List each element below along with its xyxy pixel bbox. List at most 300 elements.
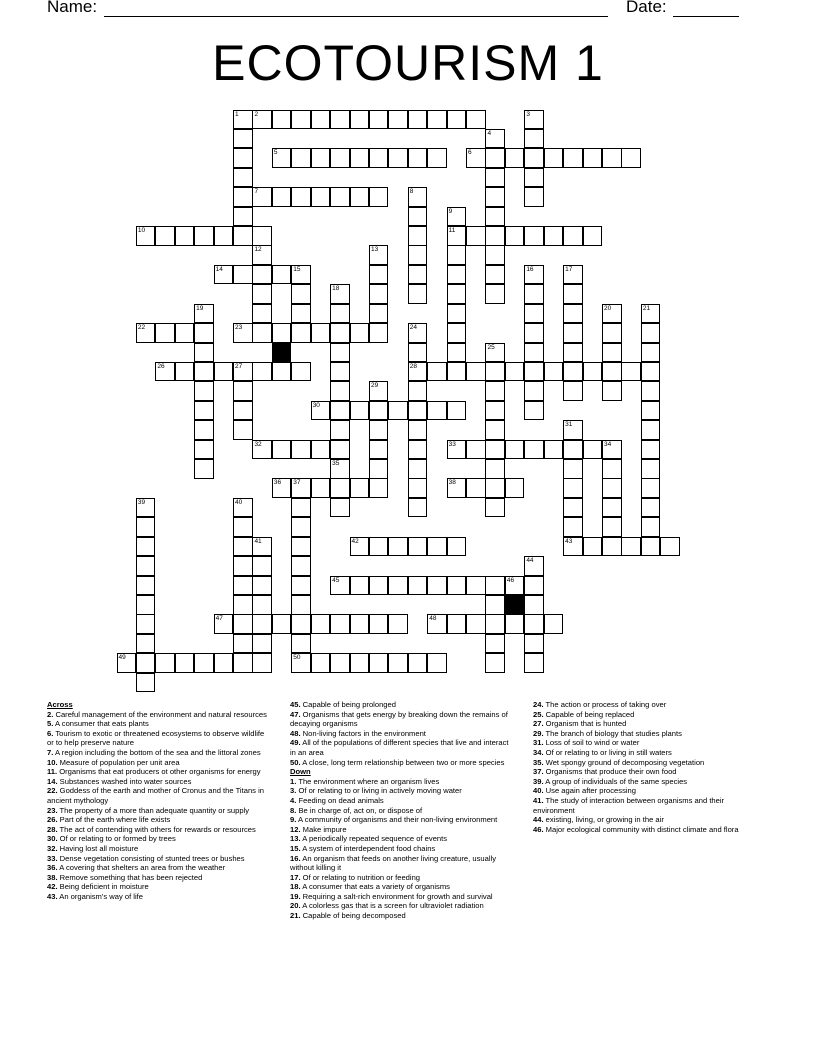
crossword-cell[interactable] bbox=[408, 576, 428, 596]
crossword-cell[interactable] bbox=[350, 110, 370, 130]
crossword-cell[interactable] bbox=[485, 614, 505, 634]
crossword-cell[interactable] bbox=[388, 401, 408, 421]
crossword-cell[interactable] bbox=[583, 440, 603, 460]
crossword-cell[interactable] bbox=[447, 245, 467, 265]
crossword-cell[interactable] bbox=[311, 148, 331, 168]
crossword-cell[interactable] bbox=[136, 537, 156, 557]
crossword-cell[interactable] bbox=[466, 226, 486, 246]
crossword-cell[interactable] bbox=[252, 653, 272, 673]
crossword-cell[interactable] bbox=[563, 148, 583, 168]
crossword-cell[interactable] bbox=[408, 110, 428, 130]
crossword-cell[interactable] bbox=[447, 576, 467, 596]
crossword-cell[interactable] bbox=[330, 381, 350, 401]
crossword-cell[interactable] bbox=[408, 207, 428, 227]
crossword-cell[interactable] bbox=[330, 614, 350, 634]
crossword-cell[interactable] bbox=[291, 440, 311, 460]
crossword-cell[interactable] bbox=[233, 498, 253, 518]
crossword-cell[interactable] bbox=[505, 576, 525, 596]
crossword-cell[interactable] bbox=[447, 401, 467, 421]
crossword-cell[interactable] bbox=[563, 265, 583, 285]
crossword-cell[interactable] bbox=[524, 362, 544, 382]
crossword-cell[interactable] bbox=[466, 440, 486, 460]
crossword-cell[interactable] bbox=[408, 226, 428, 246]
crossword-cell[interactable] bbox=[291, 110, 311, 130]
crossword-cell[interactable] bbox=[233, 187, 253, 207]
crossword-cell[interactable] bbox=[524, 381, 544, 401]
crossword-cell[interactable] bbox=[641, 401, 661, 421]
crossword-cell[interactable] bbox=[214, 226, 234, 246]
crossword-cell[interactable] bbox=[485, 129, 505, 149]
crossword-cell[interactable] bbox=[466, 576, 486, 596]
crossword-cell[interactable] bbox=[641, 343, 661, 363]
crossword-cell[interactable] bbox=[408, 420, 428, 440]
crossword-cell[interactable] bbox=[311, 614, 331, 634]
crossword-cell[interactable] bbox=[505, 478, 525, 498]
crossword-cell[interactable] bbox=[427, 537, 447, 557]
crossword-cell[interactable] bbox=[252, 323, 272, 343]
crossword-cell[interactable] bbox=[427, 576, 447, 596]
crossword-cell[interactable] bbox=[233, 576, 253, 596]
crossword-cell[interactable] bbox=[602, 478, 622, 498]
crossword-cell[interactable] bbox=[272, 478, 292, 498]
crossword-cell[interactable] bbox=[350, 323, 370, 343]
crossword-cell[interactable] bbox=[641, 498, 661, 518]
crossword-cell[interactable] bbox=[291, 614, 311, 634]
crossword-cell[interactable] bbox=[641, 381, 661, 401]
crossword-cell[interactable] bbox=[408, 148, 428, 168]
crossword-cell[interactable] bbox=[194, 401, 214, 421]
crossword-cell[interactable] bbox=[408, 343, 428, 363]
crossword-cell[interactable] bbox=[485, 653, 505, 673]
crossword-cell[interactable] bbox=[175, 226, 195, 246]
crossword-cell[interactable] bbox=[563, 226, 583, 246]
crossword-cell[interactable] bbox=[175, 362, 195, 382]
crossword-cell[interactable] bbox=[388, 148, 408, 168]
crossword-cell[interactable] bbox=[563, 420, 583, 440]
crossword-cell[interactable] bbox=[485, 148, 505, 168]
crossword-cell[interactable] bbox=[485, 634, 505, 654]
crossword-cell[interactable] bbox=[252, 595, 272, 615]
crossword-cell[interactable] bbox=[369, 576, 389, 596]
crossword-cell[interactable] bbox=[291, 323, 311, 343]
crossword-cell[interactable] bbox=[524, 614, 544, 634]
crossword-cell[interactable] bbox=[272, 187, 292, 207]
crossword-cell[interactable] bbox=[272, 440, 292, 460]
crossword-cell[interactable] bbox=[524, 595, 544, 615]
crossword-cell[interactable] bbox=[485, 168, 505, 188]
crossword-cell[interactable] bbox=[563, 362, 583, 382]
crossword-cell[interactable] bbox=[291, 187, 311, 207]
crossword-cell[interactable] bbox=[252, 245, 272, 265]
crossword-cell[interactable] bbox=[408, 498, 428, 518]
crossword-cell[interactable] bbox=[136, 634, 156, 654]
crossword-cell[interactable] bbox=[369, 323, 389, 343]
crossword-cell[interactable] bbox=[466, 362, 486, 382]
crossword-cell[interactable] bbox=[252, 556, 272, 576]
crossword-cell[interactable] bbox=[272, 614, 292, 634]
crossword-cell[interactable] bbox=[155, 323, 175, 343]
crossword-cell[interactable] bbox=[350, 537, 370, 557]
crossword-cell[interactable] bbox=[350, 401, 370, 421]
crossword-cell[interactable] bbox=[641, 420, 661, 440]
crossword-cell[interactable] bbox=[369, 614, 389, 634]
crossword-cell[interactable] bbox=[369, 478, 389, 498]
crossword-cell[interactable] bbox=[311, 478, 331, 498]
crossword-cell[interactable] bbox=[252, 614, 272, 634]
crossword-cell[interactable] bbox=[388, 614, 408, 634]
crossword-cell[interactable] bbox=[427, 614, 447, 634]
crossword-cell[interactable] bbox=[447, 110, 467, 130]
crossword-cell[interactable] bbox=[524, 265, 544, 285]
crossword-cell[interactable] bbox=[602, 459, 622, 479]
crossword-cell[interactable] bbox=[602, 381, 622, 401]
crossword-cell[interactable] bbox=[524, 187, 544, 207]
crossword-cell[interactable] bbox=[524, 634, 544, 654]
crossword-cell[interactable] bbox=[641, 362, 661, 382]
crossword-cell[interactable] bbox=[233, 362, 253, 382]
crossword-cell[interactable] bbox=[524, 304, 544, 324]
crossword-cell[interactable] bbox=[524, 110, 544, 130]
crossword-cell[interactable] bbox=[641, 517, 661, 537]
crossword-cell[interactable] bbox=[641, 537, 661, 557]
crossword-cell[interactable] bbox=[544, 148, 564, 168]
crossword-cell[interactable] bbox=[563, 537, 583, 557]
crossword-cell[interactable] bbox=[524, 323, 544, 343]
crossword-cell[interactable] bbox=[369, 401, 389, 421]
crossword-cell[interactable] bbox=[408, 537, 428, 557]
crossword-cell[interactable] bbox=[583, 537, 603, 557]
crossword-cell[interactable] bbox=[388, 537, 408, 557]
crossword-cell[interactable] bbox=[136, 498, 156, 518]
crossword-cell[interactable] bbox=[408, 381, 428, 401]
crossword-cell[interactable] bbox=[485, 595, 505, 615]
crossword-cell[interactable] bbox=[583, 148, 603, 168]
crossword-cell[interactable] bbox=[155, 362, 175, 382]
crossword-cell[interactable] bbox=[252, 284, 272, 304]
crossword-cell[interactable] bbox=[350, 576, 370, 596]
crossword-cell[interactable] bbox=[485, 420, 505, 440]
crossword-cell[interactable] bbox=[252, 537, 272, 557]
crossword-cell[interactable] bbox=[214, 362, 234, 382]
crossword-cell[interactable] bbox=[330, 420, 350, 440]
crossword-cell[interactable] bbox=[369, 110, 389, 130]
crossword-cell[interactable] bbox=[485, 576, 505, 596]
crossword-cell[interactable] bbox=[252, 265, 272, 285]
crossword-cell[interactable] bbox=[175, 653, 195, 673]
crossword-cell[interactable] bbox=[408, 440, 428, 460]
crossword-cell[interactable] bbox=[194, 343, 214, 363]
crossword-cell[interactable] bbox=[524, 226, 544, 246]
crossword-cell[interactable] bbox=[233, 168, 253, 188]
crossword-cell[interactable] bbox=[291, 362, 311, 382]
crossword-cell[interactable] bbox=[233, 401, 253, 421]
crossword-cell[interactable] bbox=[214, 653, 234, 673]
crossword-cell[interactable] bbox=[175, 323, 195, 343]
crossword-cell[interactable] bbox=[583, 362, 603, 382]
crossword-cell[interactable] bbox=[466, 478, 486, 498]
crossword-cell[interactable] bbox=[447, 207, 467, 227]
crossword-cell[interactable] bbox=[602, 517, 622, 537]
crossword-cell[interactable] bbox=[311, 110, 331, 130]
crossword-cell[interactable] bbox=[563, 304, 583, 324]
crossword-cell[interactable] bbox=[621, 148, 641, 168]
crossword-cell[interactable] bbox=[350, 478, 370, 498]
crossword-cell[interactable] bbox=[563, 343, 583, 363]
crossword-cell[interactable] bbox=[524, 284, 544, 304]
crossword-cell[interactable] bbox=[485, 440, 505, 460]
crossword-cell[interactable] bbox=[136, 653, 156, 673]
crossword-cell[interactable] bbox=[117, 653, 137, 673]
crossword-cell[interactable] bbox=[252, 634, 272, 654]
crossword-cell[interactable] bbox=[272, 323, 292, 343]
crossword-cell[interactable] bbox=[369, 537, 389, 557]
crossword-cell[interactable] bbox=[563, 478, 583, 498]
crossword-cell[interactable] bbox=[369, 381, 389, 401]
crossword-cell[interactable] bbox=[194, 459, 214, 479]
crossword-cell[interactable] bbox=[485, 401, 505, 421]
crossword-cell[interactable] bbox=[330, 304, 350, 324]
crossword-cell[interactable] bbox=[291, 148, 311, 168]
crossword-cell[interactable] bbox=[214, 614, 234, 634]
crossword-cell[interactable] bbox=[641, 459, 661, 479]
crossword-cell[interactable] bbox=[291, 478, 311, 498]
crossword-cell[interactable] bbox=[330, 478, 350, 498]
crossword-cell[interactable] bbox=[136, 556, 156, 576]
crossword-cell[interactable] bbox=[233, 537, 253, 557]
crossword-cell[interactable] bbox=[485, 226, 505, 246]
crossword-cell[interactable] bbox=[233, 614, 253, 634]
crossword-cell[interactable] bbox=[136, 595, 156, 615]
crossword-cell[interactable] bbox=[485, 265, 505, 285]
crossword-cell[interactable] bbox=[408, 362, 428, 382]
crossword-cell[interactable] bbox=[272, 265, 292, 285]
crossword-cell[interactable] bbox=[408, 401, 428, 421]
crossword-cell[interactable] bbox=[621, 362, 641, 382]
crossword-cell[interactable] bbox=[485, 478, 505, 498]
crossword-cell[interactable] bbox=[602, 343, 622, 363]
crossword-cell[interactable] bbox=[524, 168, 544, 188]
crossword-cell[interactable] bbox=[136, 576, 156, 596]
crossword-cell[interactable] bbox=[233, 653, 253, 673]
crossword-cell[interactable] bbox=[369, 420, 389, 440]
crossword-cell[interactable] bbox=[563, 440, 583, 460]
crossword-cell[interactable] bbox=[408, 187, 428, 207]
crossword-cell[interactable] bbox=[136, 517, 156, 537]
crossword-cell[interactable] bbox=[447, 343, 467, 363]
crossword-cell[interactable] bbox=[447, 323, 467, 343]
crossword-cell[interactable] bbox=[563, 381, 583, 401]
crossword-cell[interactable] bbox=[563, 284, 583, 304]
crossword-cell[interactable] bbox=[369, 440, 389, 460]
crossword-cell[interactable] bbox=[194, 226, 214, 246]
crossword-cell[interactable] bbox=[447, 537, 467, 557]
crossword-cell[interactable] bbox=[350, 653, 370, 673]
crossword-cell[interactable] bbox=[388, 653, 408, 673]
crossword-cell[interactable] bbox=[369, 187, 389, 207]
crossword-cell[interactable] bbox=[447, 478, 467, 498]
crossword-cell[interactable] bbox=[524, 440, 544, 460]
crossword-cell[interactable] bbox=[544, 226, 564, 246]
crossword-cell[interactable] bbox=[505, 148, 525, 168]
crossword-cell[interactable] bbox=[233, 110, 253, 130]
crossword-cell[interactable] bbox=[214, 265, 234, 285]
crossword-cell[interactable] bbox=[311, 653, 331, 673]
crossword-cell[interactable] bbox=[621, 537, 641, 557]
crossword-cell[interactable] bbox=[660, 537, 680, 557]
crossword-cell[interactable] bbox=[524, 343, 544, 363]
crossword-cell[interactable] bbox=[252, 362, 272, 382]
crossword-cell[interactable] bbox=[330, 362, 350, 382]
crossword-cell[interactable] bbox=[641, 478, 661, 498]
crossword-cell[interactable] bbox=[330, 148, 350, 168]
crossword-cell[interactable] bbox=[330, 459, 350, 479]
crossword-cell[interactable] bbox=[544, 440, 564, 460]
crossword-cell[interactable] bbox=[233, 517, 253, 537]
crossword-cell[interactable] bbox=[408, 245, 428, 265]
crossword-cell[interactable] bbox=[369, 284, 389, 304]
crossword-cell[interactable] bbox=[291, 265, 311, 285]
crossword-cell[interactable] bbox=[408, 653, 428, 673]
crossword-cell[interactable] bbox=[194, 381, 214, 401]
crossword-cell[interactable] bbox=[252, 226, 272, 246]
crossword-cell[interactable] bbox=[291, 556, 311, 576]
crossword-cell[interactable] bbox=[330, 440, 350, 460]
crossword-cell[interactable] bbox=[427, 362, 447, 382]
crossword-cell[interactable] bbox=[350, 614, 370, 634]
crossword-cell[interactable] bbox=[388, 110, 408, 130]
crossword-cell[interactable] bbox=[602, 362, 622, 382]
crossword-cell[interactable] bbox=[252, 187, 272, 207]
crossword-cell[interactable] bbox=[136, 673, 156, 693]
crossword-cell[interactable] bbox=[272, 110, 292, 130]
crossword-cell[interactable] bbox=[369, 653, 389, 673]
crossword-cell[interactable] bbox=[602, 537, 622, 557]
crossword-cell[interactable] bbox=[369, 245, 389, 265]
crossword-cell[interactable] bbox=[602, 148, 622, 168]
crossword-cell[interactable] bbox=[272, 362, 292, 382]
crossword-cell[interactable] bbox=[485, 498, 505, 518]
crossword-cell[interactable] bbox=[485, 381, 505, 401]
crossword-cell[interactable] bbox=[427, 110, 447, 130]
crossword-cell[interactable] bbox=[602, 440, 622, 460]
crossword-cell[interactable] bbox=[194, 653, 214, 673]
crossword-cell[interactable] bbox=[447, 614, 467, 634]
crossword-cell[interactable] bbox=[233, 323, 253, 343]
crossword-cell[interactable] bbox=[427, 653, 447, 673]
crossword-cell[interactable] bbox=[544, 614, 564, 634]
crossword-cell[interactable] bbox=[136, 614, 156, 634]
crossword-cell[interactable] bbox=[583, 226, 603, 246]
crossword-cell[interactable] bbox=[447, 226, 467, 246]
crossword-cell[interactable] bbox=[252, 110, 272, 130]
crossword-cell[interactable] bbox=[408, 459, 428, 479]
crossword-cell[interactable] bbox=[330, 343, 350, 363]
crossword-cell[interactable] bbox=[291, 498, 311, 518]
crossword-cell[interactable] bbox=[233, 556, 253, 576]
crossword-cell[interactable] bbox=[291, 517, 311, 537]
crossword-cell[interactable] bbox=[252, 440, 272, 460]
crossword-cell[interactable] bbox=[505, 440, 525, 460]
crossword-cell[interactable] bbox=[233, 129, 253, 149]
crossword-cell[interactable] bbox=[524, 556, 544, 576]
crossword-cell[interactable] bbox=[388, 576, 408, 596]
crossword-cell[interactable] bbox=[291, 653, 311, 673]
crossword-cell[interactable] bbox=[155, 226, 175, 246]
crossword-cell[interactable] bbox=[641, 304, 661, 324]
crossword-cell[interactable] bbox=[524, 129, 544, 149]
crossword-cell[interactable] bbox=[136, 323, 156, 343]
crossword-cell[interactable] bbox=[369, 265, 389, 285]
crossword-cell[interactable] bbox=[194, 362, 214, 382]
crossword-cell[interactable] bbox=[485, 362, 505, 382]
crossword-cell[interactable] bbox=[233, 226, 253, 246]
crossword-cell[interactable] bbox=[311, 440, 331, 460]
crossword-cell[interactable] bbox=[641, 440, 661, 460]
crossword-cell[interactable] bbox=[350, 187, 370, 207]
crossword-cell[interactable] bbox=[447, 284, 467, 304]
crossword-cell[interactable] bbox=[311, 401, 331, 421]
crossword-cell[interactable] bbox=[485, 245, 505, 265]
crossword-cell[interactable] bbox=[485, 207, 505, 227]
crossword-cell[interactable] bbox=[291, 304, 311, 324]
crossword-cell[interactable] bbox=[330, 401, 350, 421]
crossword-cell[interactable] bbox=[233, 381, 253, 401]
crossword-cell[interactable] bbox=[524, 401, 544, 421]
crossword-cell[interactable] bbox=[155, 653, 175, 673]
crossword-cell[interactable] bbox=[194, 420, 214, 440]
crossword-cell[interactable] bbox=[447, 265, 467, 285]
crossword-cell[interactable] bbox=[408, 323, 428, 343]
crossword-cell[interactable] bbox=[291, 634, 311, 654]
crossword-cell[interactable] bbox=[233, 634, 253, 654]
crossword-cell[interactable] bbox=[524, 148, 544, 168]
crossword-cell[interactable] bbox=[408, 265, 428, 285]
crossword-cell[interactable] bbox=[252, 304, 272, 324]
crossword-cell[interactable] bbox=[602, 304, 622, 324]
crossword-cell[interactable] bbox=[485, 343, 505, 363]
crossword-cell[interactable] bbox=[330, 498, 350, 518]
crossword-cell[interactable] bbox=[447, 362, 467, 382]
crossword-cell[interactable] bbox=[233, 595, 253, 615]
crossword-cell[interactable] bbox=[544, 362, 564, 382]
crossword-cell[interactable] bbox=[408, 478, 428, 498]
crossword-cell[interactable] bbox=[233, 420, 253, 440]
crossword-cell[interactable] bbox=[291, 576, 311, 596]
crossword-cell[interactable] bbox=[369, 459, 389, 479]
crossword-cell[interactable] bbox=[466, 148, 486, 168]
crossword-cell[interactable] bbox=[233, 207, 253, 227]
crossword-cell[interactable] bbox=[233, 148, 253, 168]
crossword-cell[interactable] bbox=[252, 576, 272, 596]
crossword-cell[interactable] bbox=[427, 148, 447, 168]
crossword-cell[interactable] bbox=[330, 323, 350, 343]
crossword-cell[interactable] bbox=[485, 187, 505, 207]
crossword-cell[interactable] bbox=[369, 304, 389, 324]
crossword-cell[interactable] bbox=[330, 653, 350, 673]
crossword-cell[interactable] bbox=[447, 304, 467, 324]
crossword-cell[interactable] bbox=[485, 459, 505, 479]
crossword-cell[interactable] bbox=[311, 323, 331, 343]
crossword-cell[interactable] bbox=[330, 110, 350, 130]
crossword-cell[interactable] bbox=[602, 323, 622, 343]
crossword-cell[interactable] bbox=[350, 148, 370, 168]
crossword-cell[interactable] bbox=[505, 226, 525, 246]
crossword-cell[interactable] bbox=[291, 284, 311, 304]
crossword-cell[interactable] bbox=[330, 187, 350, 207]
crossword-cell[interactable] bbox=[563, 498, 583, 518]
crossword-cell[interactable] bbox=[505, 362, 525, 382]
crossword-cell[interactable] bbox=[330, 284, 350, 304]
